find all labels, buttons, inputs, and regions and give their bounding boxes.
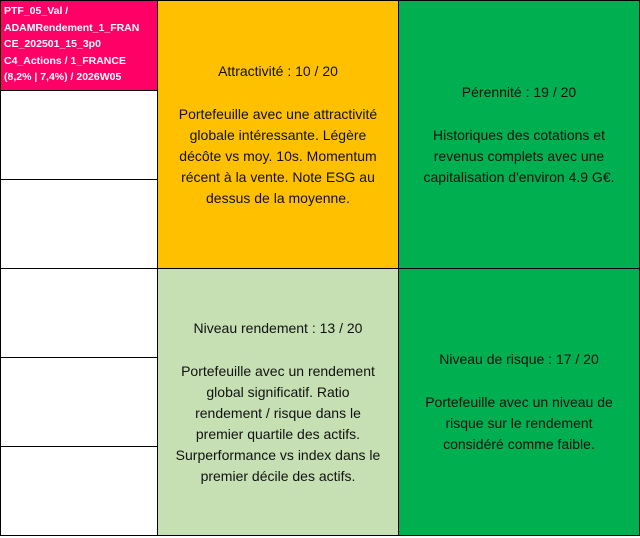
empty-cell	[0, 446, 158, 536]
portfolio-title-cell: PTF_05_Val / ADAMRendement_1_FRAN CE_202501_15_3p0 C4_Actions / 1_FRANCE (8,2% | 7,4%) / 2026W05	[0, 0, 158, 91]
perennite-description: Historiques des cotations et revenus complets avec une capitalisation d'environ 4.9 G€.	[423, 126, 615, 185]
empty-cell	[0, 268, 158, 358]
rendement-description: Portefeuille avec un rendement global significatif. Ratio rendement / risque dans le premier quartile des actifs. Surperformance vs index dans le premier décile des actifs.	[175, 362, 381, 484]
perennite-quadrant	[398, 0, 640, 269]
empty-cell	[0, 179, 158, 269]
empty-cell	[0, 90, 158, 180]
attractivite-description: Portefeuille avec une attractivité globale intéressante. Légère décôte vs moy. 10s. Momentum récent à la vente. Note ESG au dessus de la moyenne.	[178, 105, 378, 206]
attractivite-score: Attractivité : 10 / 20	[218, 62, 338, 79]
risque-score: Niveau de risque : 17 / 20	[439, 351, 599, 367]
risque-description: Portefeuille avec un niveau de risque sur le rendement considéré comme faible.	[425, 394, 613, 452]
rendement-score: Niveau rendement : 13 / 20	[193, 319, 363, 336]
attractivite-quadrant	[157, 0, 399, 269]
empty-cell	[0, 357, 158, 447]
rendement-quadrant	[157, 268, 399, 536]
perennite-score: Pérennité : 19 / 20	[461, 83, 577, 100]
risque-quadrant	[398, 268, 640, 536]
